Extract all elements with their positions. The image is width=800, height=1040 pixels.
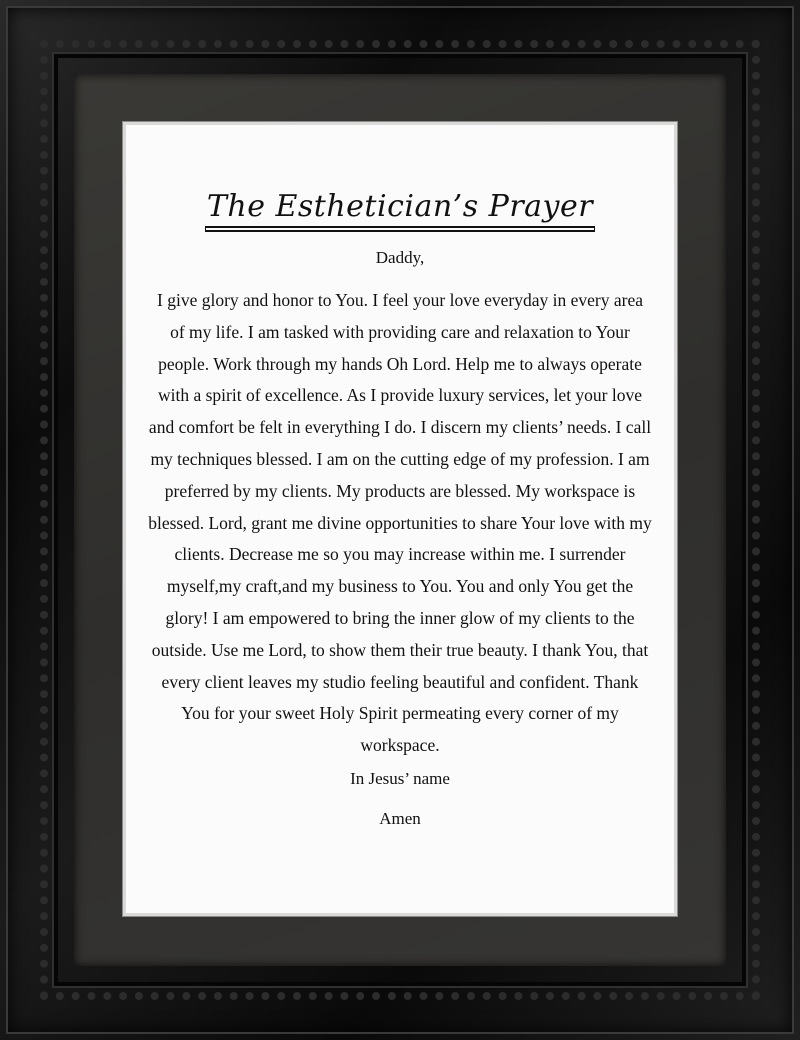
- prayer-title: [126, 190, 674, 228]
- prayer-amen: Amen: [379, 809, 421, 828]
- prayer-body: I give glory and honor to You. I feel your love everyday in every area of my life. I am tasked with providing care and relaxation to Your people. Work through my hands Oh Lord. Help me to always operate with a spirit of excellence. As I provide luxury services, let your love and comfort be felt in everything I do. I discern my clients’ needs. I call my techniques blessed. I am on the cutting edge of my profession. I am preferred by my clients. My products are blessed. My workspace is blessed. Lord, grant me divine opportunities to share Your love with my clients. Decrease me so you may increase within me. I surrender myself,my craft,and my business to You. You and only You get the glory! I am empowered to bring the inner glow of my clients to the outside. Use me Lord, to show them their true beauty. I thank You, that every client leaves my studio feeling beautiful and confident. Thank You for your sweet Holy Spirit permeating every corner of my workspace.: [148, 290, 652, 756]
- prayer-salutation: Daddy,: [375, 248, 425, 267]
- prayer-title-text: The Esthetician’s Prayer: [205, 190, 595, 228]
- prayer-closing: In Jesus’ name: [350, 769, 450, 788]
- prayer-paper: [123, 122, 677, 916]
